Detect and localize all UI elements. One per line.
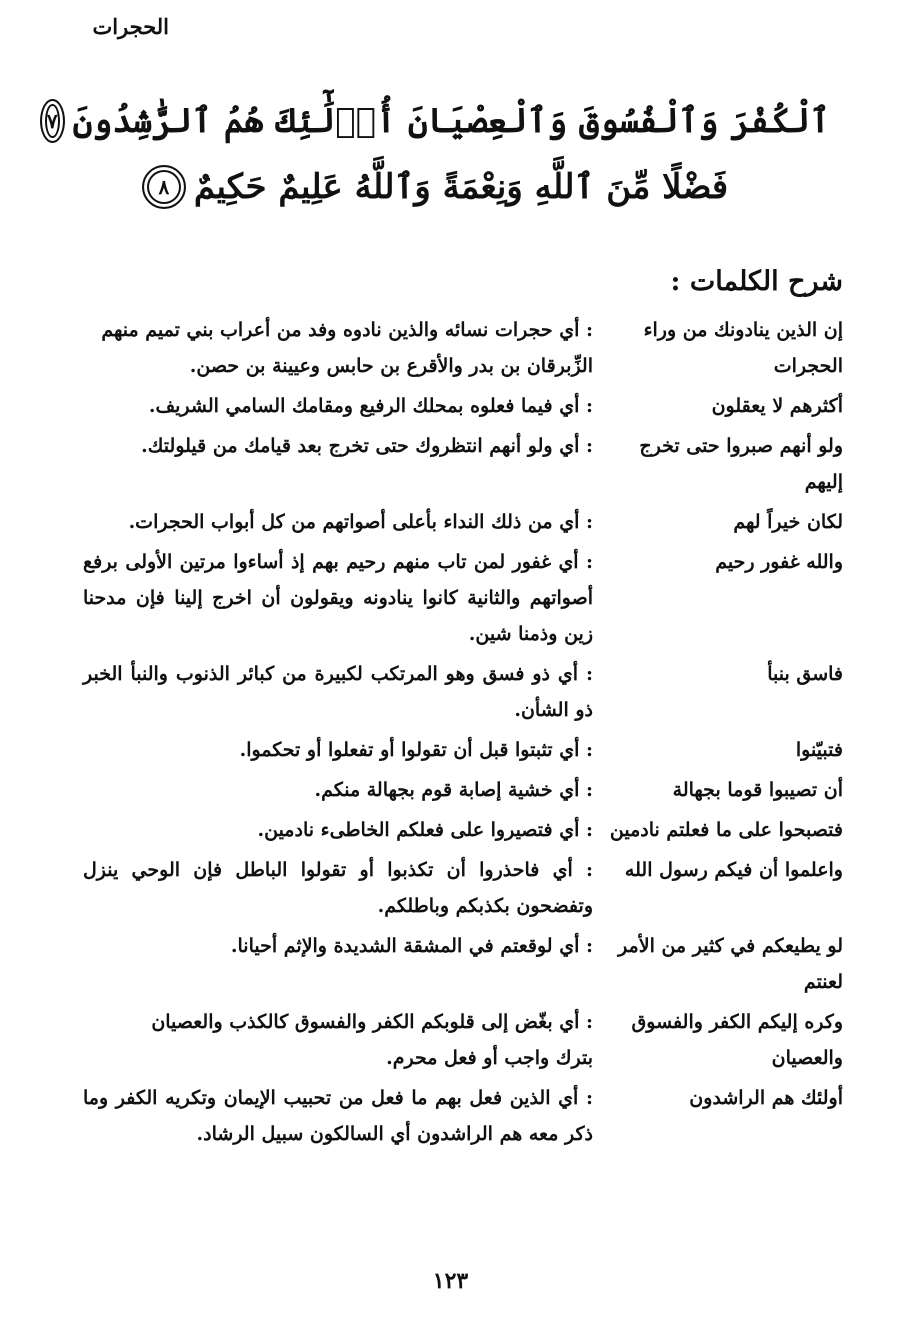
glossary-term: فتبيّنوا [795, 739, 843, 761]
glossary-definition: : أي الذين فعل بهم ما فعل من تحبيب الإيمان وتكريه الكفر وما ذكر معه هم الراشدون أي السالكون سبيل الرشاد. [83, 1087, 593, 1145]
glossary-definition: : أي من ذلك النداء بأعلى أصواتهم من كل أبواب الحجرات. [128, 511, 593, 533]
glossary-term-continuation: إليهم [804, 471, 843, 493]
glossary-definition: : أي ولو أنهم انتظروك حتى تخرج بعد قيامك من قيلولتك. [141, 435, 593, 457]
glossary-term: أكثرهم لا يعقلون [711, 395, 843, 417]
glossary-entry [83, 428, 843, 464]
glossary-entry [83, 732, 843, 768]
glossary-term-continuation: لعنتم [803, 971, 843, 993]
glossary-definition: : أي فتصيروا على فعلكم الخاطىء نادمين. [257, 819, 593, 841]
glossary-entry [83, 388, 843, 424]
verse-text-1: ٱلْكُفْرَ وَٱلْفُسُوقَ وَٱلْعِصْيَانَ أُو۟لَٰٓئِكَ هُمُ ٱلرَّٰشِدُونَ [72, 101, 830, 141]
glossary-term-continuation: والعصيان [771, 1047, 843, 1069]
glossary-term: وكره إليكم الكفر والفسوق [631, 1011, 843, 1033]
ayah-number-marker: ٨ [142, 165, 186, 209]
verse-line-1 [40, 88, 830, 154]
glossary-entry-continuation [83, 348, 843, 384]
page-number: ١٢٣ [432, 1268, 469, 1294]
glossary-definition: : أي غفور لمن تاب منهم رحيم بهم إذ أساءوا مرتين الأولى برفع أصواتهم والثانية كانوا ينادونه ويقولون أن اخرج إلينا فإن مدحنا زين وذمنا شين. [83, 551, 593, 645]
word-glossary [83, 312, 843, 1156]
glossary-entry-continuation [83, 1040, 843, 1076]
glossary-definition: : أي خشية إصابة قوم بجهالة منكم. [314, 779, 593, 801]
glossary-definition: : أي تثبتوا قبل أن تقولوا أو تفعلوا أو تحكموا. [239, 739, 593, 761]
glossary-entry [83, 812, 843, 848]
ayah-number-marker: ٧ [40, 99, 65, 143]
glossary-entry [83, 312, 843, 348]
glossary-term: لو يطيعكم في كثير من الأمر [618, 935, 843, 957]
glossary-entry [83, 1080, 843, 1152]
glossary-definition: : أي فيما فعلوه بمحلك الرفيع ومقامك السامي الشريف. [148, 395, 593, 417]
glossary-definition: : أي حجرات نسائه والذين نادوه وفد من أعراب بني تميم منهم [101, 319, 593, 341]
glossary-definition-continuation: الزِّبرقان بن بدر والأقرع بن حابس وعيينة بن حصن. [189, 355, 593, 377]
glossary-definition: : أي ذو فسق وهو المرتكب لكبيرة من كبائر الذنوب والنبأ الخبر ذو الشأن. [83, 663, 593, 721]
glossary-term: واعلموا أن فيكم رسول الله [624, 859, 843, 881]
glossary-entry [83, 544, 843, 652]
glossary-term: لكان خيراً لهم [733, 511, 843, 533]
surah-name-header: الحجرات [92, 14, 169, 39]
glossary-definition: : أي فاحذروا أن تكذبوا أو تقولوا الباطل فإن الوحي ينزل وتفضحون بكذبكم وباطلكم. [83, 859, 593, 917]
glossary-definition-continuation [83, 464, 593, 500]
glossary-entry-continuation [83, 464, 843, 500]
section-title: شرح الكلمات : [670, 266, 843, 297]
glossary-entry [83, 656, 843, 728]
glossary-term: والله غفور رحيم [715, 551, 843, 573]
glossary-term: ولو أنهم صبروا حتى تخرج [639, 435, 843, 457]
glossary-entry-continuation [83, 964, 843, 1000]
glossary-definition: : أي بغّض إلى قلوبكم الكفر والفسوق كالكذب والعصيان [151, 1011, 593, 1033]
glossary-term: فاسق بنبأ [767, 663, 843, 685]
verse-line-2 [40, 154, 830, 220]
entry-spacer [83, 1152, 843, 1156]
glossary-entry [83, 504, 843, 540]
glossary-term: أولئك هم الراشدون [689, 1087, 843, 1109]
glossary-definition-continuation: بترك واجب أو فعل محرم. [386, 1047, 593, 1069]
quran-verses [40, 88, 830, 220]
glossary-definition: : أي لوقعتم في المشقة الشديدة والإثم أحيانا. [230, 935, 593, 957]
glossary-term: إن الذين ينادونك من وراء [643, 319, 843, 341]
verse-text-2: فَضْلًا مِّنَ ٱللَّهِ وَنِعْمَةً وَٱللَّهُ عَلِيمٌ حَكِيمٌ [193, 167, 729, 207]
glossary-term: فتصبحوا على ما فعلتم نادمين [609, 819, 843, 841]
glossary-definition-continuation [83, 964, 593, 1000]
glossary-entry [83, 772, 843, 808]
glossary-term: أن تصيبوا قوما بجهالة [672, 779, 843, 801]
glossary-entry [83, 928, 843, 964]
glossary-entry [83, 1004, 843, 1040]
glossary-term-continuation: الحجرات [773, 355, 843, 377]
glossary-entry [83, 852, 843, 924]
